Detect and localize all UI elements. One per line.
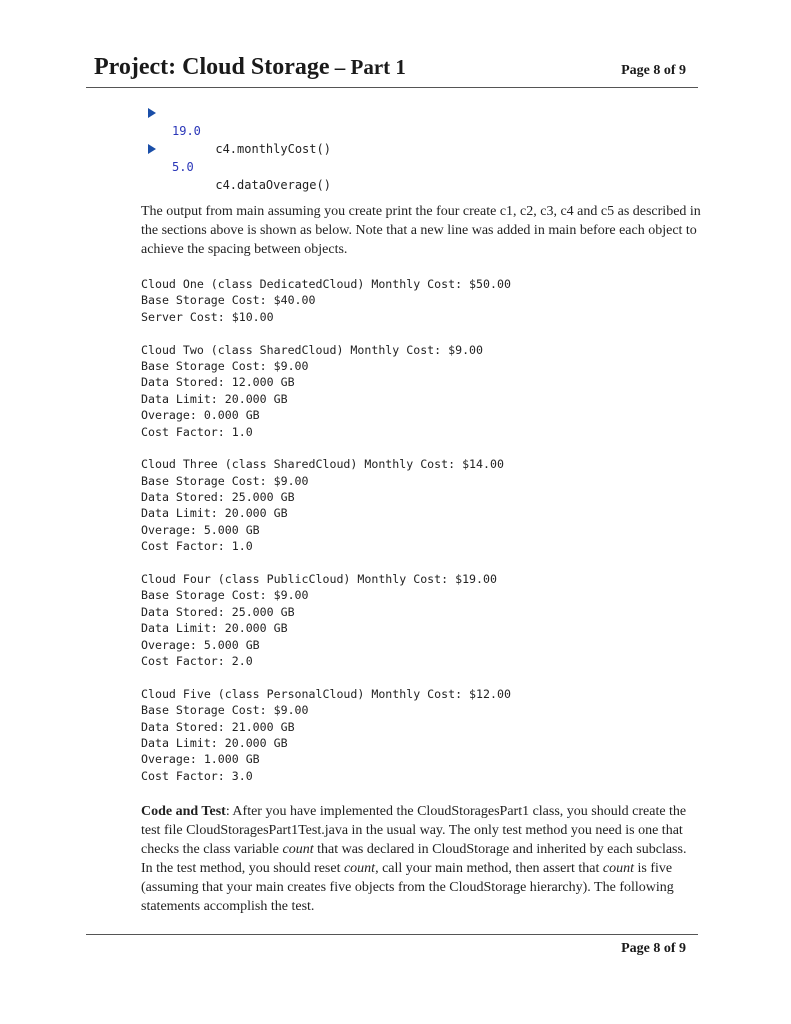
output-line: Data Stored: 25.000 GB [141,490,295,505]
output-line: Overage: 1.000 GB [141,752,260,767]
output-line: Cloud Five (class PersonalCloud) Monthly Cost: $12.00 [141,686,511,701]
output-line: Base Storage Cost: $9.00 [141,358,309,373]
header-divider [86,87,698,88]
paragraph-text: : After you have implemented the CloudStoragesPart1 class, you should create the test file CloudStoragesPart1Test.java in the usual way. The only test method you need is one that checks the class variable [141,804,687,857]
code-test-heading: Code and Test [141,804,226,819]
prompt-arrow-icon [148,144,156,154]
output-line: Data Stored: 25.000 GB [141,604,295,619]
page-title [94,52,406,82]
output-line: Data Stored: 21.000 GB [141,719,295,734]
output-line: Server Cost: $10.00 [141,309,274,324]
output-line: Cloud One (class DedicatedCloud) Monthly Cost: $50.00 [141,277,511,291]
paragraph-text: is five (assuming that your main creates five objects from the CloudStorage hierarchy). The following statements accomplish the test. [141,861,674,914]
output-line: Base Storage Cost: $9.00 [141,473,309,488]
repl-result [148,122,331,140]
output-line: Data Stored: 12.000 GB [141,375,295,390]
intro-paragraph: The output from main assuming you create print the four create c1, c2, c3, c4 and c5 as described in the sections above is shown as below. Note that a new line was added in main before each object to achieve the spacing between objects. [141,204,701,257]
paragraph-text: , call your main method, then assert that [375,861,603,876]
repl-result-text: 5.0 [172,160,194,174]
output-line: Cloud Three (class SharedCloud) Monthly Cost: $14.00 [141,457,504,472]
output-line: Cost Factor: 1.0 [141,424,253,439]
output-blank-line [141,440,511,456]
output-blank-line [141,555,511,571]
output-line: Cost Factor: 3.0 [141,768,253,783]
repl-result-text: 19.0 [172,124,201,138]
output-line: Cost Factor: 1.0 [141,539,253,554]
output-line: Overage: 0.000 GB [141,408,260,423]
output-line: Base Storage Cost: $9.00 [141,703,309,718]
footer-page-number: Page 8 of 9 [621,941,686,956]
output-line: Cost Factor: 2.0 [141,653,253,668]
interactions-pane-excerpt [148,104,331,192]
output-line: Overage: 5.000 GB [141,522,260,537]
output-blank-line [141,325,511,341]
code-and-test-paragraph [141,802,701,916]
output-line: Overage: 5.000 GB [141,637,260,652]
title-main: Project: Cloud Storage [94,54,330,80]
paragraph-text: that was declared in CloudStorage and inherited by each subclass. In the test method, you should reset [141,842,687,876]
output-line: Cloud Four (class PublicCloud) Monthly Cost: $19.00 [141,572,497,587]
output-line: Data Limit: 20.000 GB [141,391,288,406]
output-line: Base Storage Cost: $40.00 [141,293,316,308]
italic-term: count [343,861,376,876]
output-line: Data Limit: 20.000 GB [141,735,288,750]
header-page-number: Page 8 of 9 [621,63,686,78]
repl-command-text: c4.dataOverage() [215,178,331,192]
output-line: Base Storage Cost: $9.00 [141,588,309,603]
program-output [141,276,511,784]
output-line: Cloud Two (class SharedCloud) Monthly Cost: $9.00 [141,342,484,357]
footer-divider [86,934,698,935]
prompt-arrow-icon [148,108,156,118]
repl-result [148,158,331,176]
italic-term: count [602,861,635,876]
italic-term: count [282,842,314,857]
output-line: Data Limit: 20.000 GB [141,506,288,521]
output-blank-line [141,669,511,685]
title-part: – Part 1 [329,55,406,79]
output-line: Data Limit: 20.000 GB [141,621,288,636]
repl-command-text: c4.monthlyCost() [215,142,331,156]
